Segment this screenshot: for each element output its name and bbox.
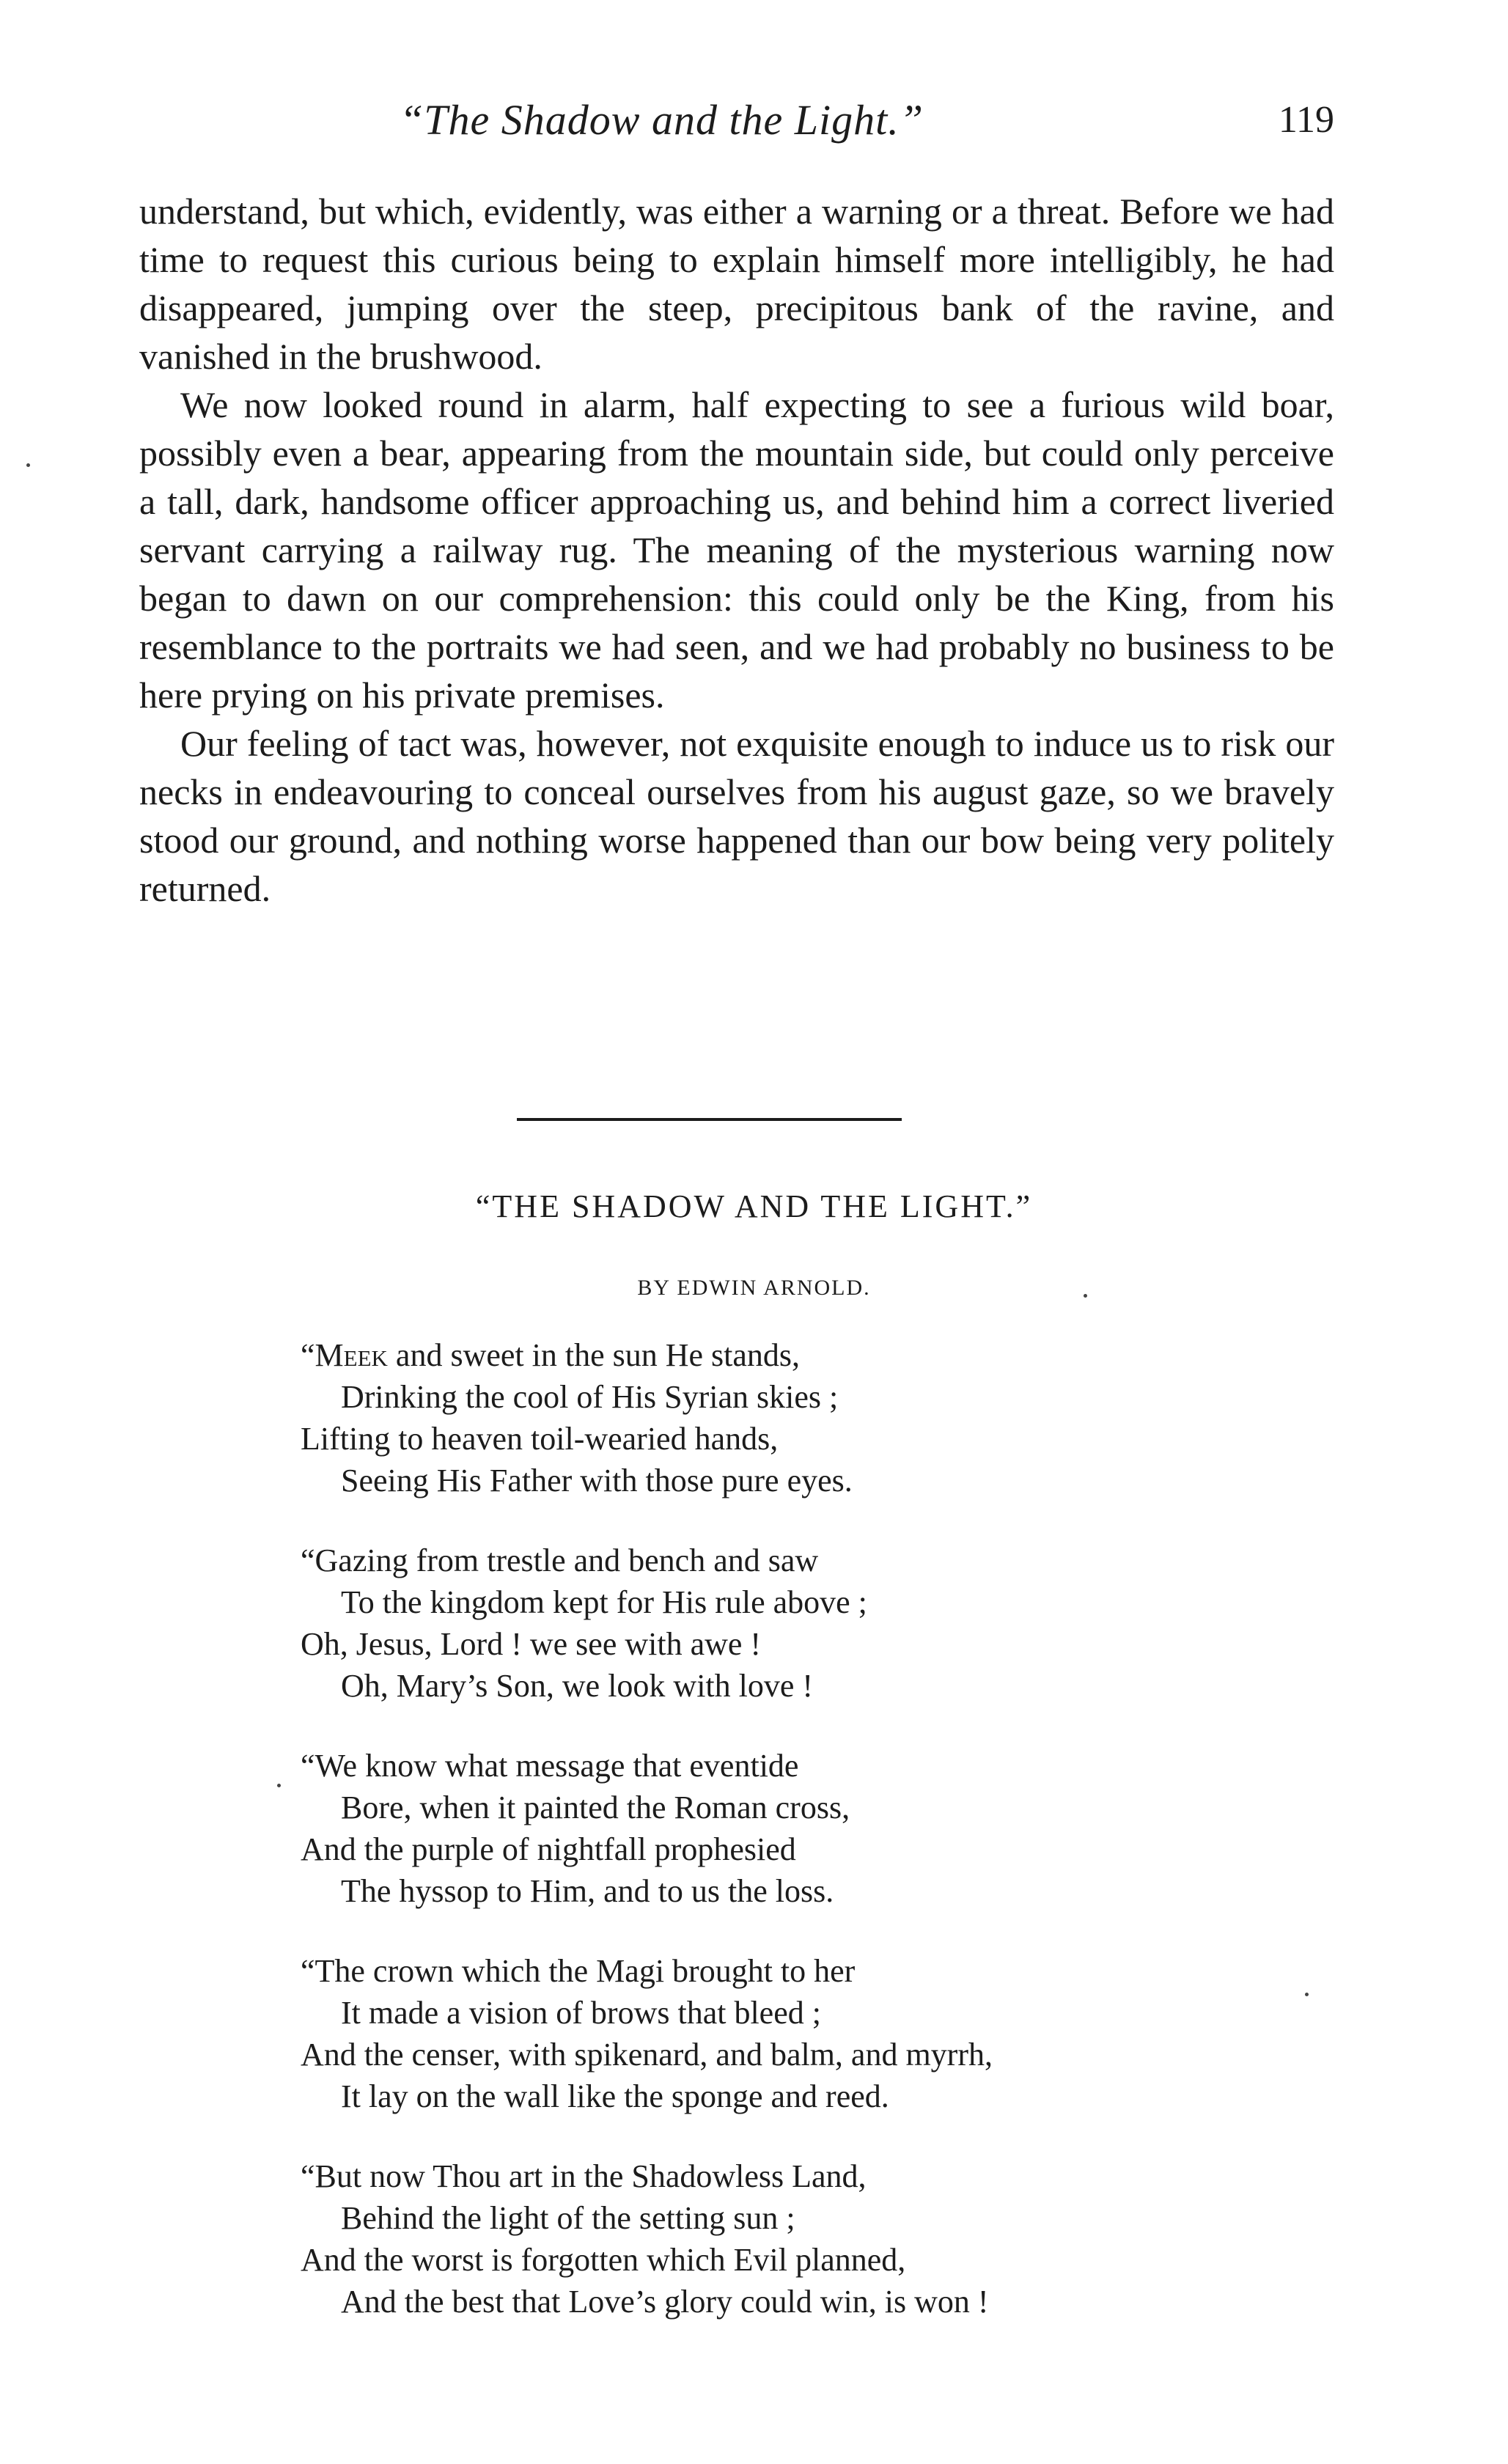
poem-line: Drinking the cool of His Syrian skies ;	[341, 1379, 839, 1415]
stanza	[301, 1540, 1327, 1707]
opening-word: Meek	[315, 1337, 388, 1373]
page-header	[139, 95, 1334, 154]
stanza	[301, 1334, 1327, 1501]
poem-line: And the best that Love’s glory could win, is won !	[341, 2284, 989, 2320]
poem-line: Behind the light of the setting sun ;	[341, 2200, 795, 2236]
poem-byline: BY EDWIN ARNOLD.	[637, 1276, 871, 1300]
poem-line: Oh, Mary’s Son, we look with love !	[341, 1668, 814, 1704]
page-number: 119	[1278, 99, 1334, 141]
poem-line: “But now Thou art in the Shadowless Land,	[301, 2158, 867, 2194]
stanza	[301, 2155, 1327, 2323]
prose-section	[139, 187, 1334, 913]
poem-line: And the purple of nightfall prophesied	[301, 1831, 796, 1867]
opening-quote: “	[301, 1337, 315, 1373]
print-speck	[26, 463, 30, 467]
poem-line: Oh, Jesus, Lord ! we see with awe !	[301, 1626, 762, 1662]
poem-line: Seeing His Father with those pure eyes.	[341, 1463, 853, 1498]
print-speck	[1305, 1993, 1309, 1996]
poem-line: The hyssop to Him, and to us the loss.	[341, 1873, 834, 1909]
poem-line: “We know what message that eventide	[301, 1748, 799, 1784]
poem-line: “The crown which the Magi brought to her	[301, 1953, 856, 1989]
paragraph: We now looked round in alarm, half expecting to see a furious wild boar, possibly even a bear, appearing from the mountain side, but could only perceive a tall, dark, handsome officer approaching us, and behind him a correct liveried servant carrying a railway rug. The meaning of the mysterious warning now began to dawn on our comprehension: this could only be the King, from his resemblance to the portraits we had seen, and we had probably no business to be here prying on his private premises.	[139, 384, 1334, 716]
section-divider	[517, 1118, 902, 1121]
paragraph: Our feeling of tact was, however, not exquisite enough to induce us to risk our necks in endeavouring to conceal ourselves from his august gaze, so we bravely stood our ground, and nothing worse happened than our bow being very politely returned.	[139, 723, 1334, 909]
poem	[301, 1334, 1327, 2361]
stanza	[301, 1950, 1327, 2117]
poem-line-rest: and sweet in the sun He stands,	[387, 1337, 801, 1373]
print-speck	[277, 1784, 281, 1787]
poem-line: To the kingdom kept for His rule above ;	[341, 1584, 867, 1620]
poem-line: It made a vision of brows that bleed ;	[341, 1995, 821, 2031]
poem-line	[301, 1334, 1327, 1376]
poem-line: Lifting to heaven toil-wearied hands,	[301, 1421, 779, 1457]
paragraph: understand, but which, evidently, was either a warning or a threat. Before we had time to request this curious being to explain himself more intelligibly, he had disappeared, jumping over the steep, precipitous bank of the ravine, and vanished in the brushwood.	[139, 191, 1334, 377]
poem-line: And the worst is forgotten which Evil planned,	[301, 2242, 906, 2278]
print-speck	[1084, 1294, 1087, 1298]
stanza	[301, 1745, 1327, 1912]
running-title: “The Shadow and the Light.”	[400, 96, 924, 144]
poem-line: Bore, when it painted the Roman cross,	[341, 1790, 850, 1825]
poem-line: “Gazing from trestle and bench and saw	[301, 1542, 819, 1578]
poem-title: “THE SHADOW AND THE LIGHT.”	[475, 1188, 1033, 1224]
poem-line: And the censer, with spikenard, and balm, and myrrh,	[301, 2037, 993, 2073]
poem-line: It lay on the wall like the sponge and reed.	[341, 2078, 889, 2114]
